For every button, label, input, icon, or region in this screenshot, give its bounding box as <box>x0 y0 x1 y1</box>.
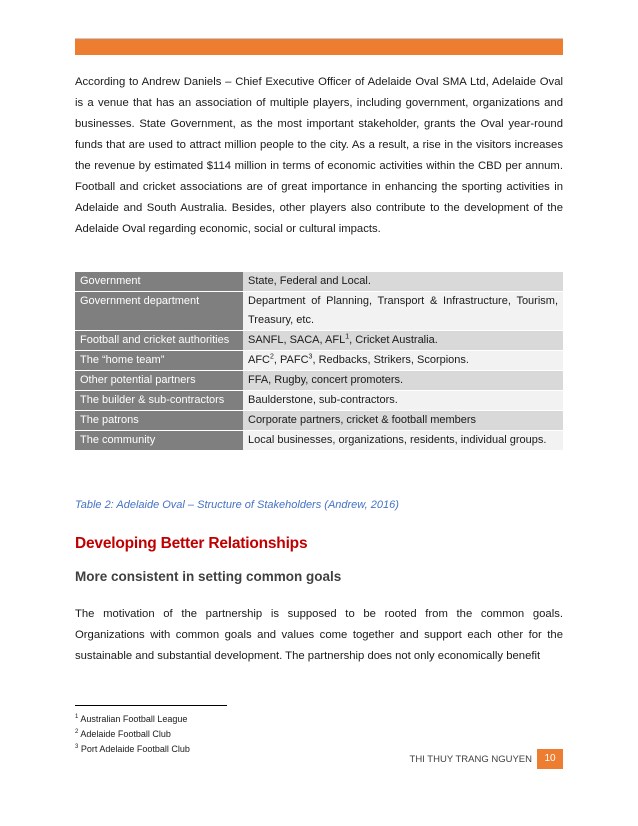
stakeholder-table <box>75 272 563 451</box>
table-row <box>75 391 563 411</box>
value-text: SANFL, SACA, AFL <box>248 334 346 346</box>
footnote-text: Australian Football League <box>80 714 188 724</box>
value-text: , Cricket Australia. <box>349 334 438 346</box>
footnote-ref: 1 <box>345 333 350 341</box>
table-row <box>75 411 563 431</box>
footnote-divider <box>75 705 227 706</box>
table-key-cell: Government <box>75 272 243 292</box>
footnote-number: 1 <box>75 714 79 720</box>
table-value-cell: Corporate partners, cricket & football members <box>243 411 563 431</box>
table-value-cell <box>243 331 563 351</box>
table-value-cell <box>243 351 563 371</box>
header-accent-bar <box>75 38 563 55</box>
footnote <box>75 726 190 741</box>
footnote-ref: 2 <box>270 353 274 361</box>
table-row <box>75 351 563 371</box>
table-value-cell: Department of Planning, Transport & Infrastructure, Tourism, Treasury, etc. <box>243 292 563 331</box>
footer-author: THI THUY TRANG NGUYEN <box>409 754 532 765</box>
table-key-cell: The builder & sub-contractors <box>75 391 243 411</box>
footnotes <box>75 711 190 756</box>
table-key-cell: Other potential partners <box>75 371 243 391</box>
value-text: AFC <box>248 354 270 366</box>
table-value-cell: FFA, Rugby, concert promoters. <box>243 371 563 391</box>
table-key-cell: The “home team” <box>75 351 243 371</box>
subsection-heading: More consistent in setting common goals <box>75 569 342 584</box>
table-key-cell: The community <box>75 431 243 451</box>
table-key-cell: Football and cricket authorities <box>75 331 243 351</box>
table-row <box>75 292 563 331</box>
value-text: , PAFC <box>273 354 309 366</box>
table-row <box>75 272 563 292</box>
body-paragraph: The motivation of the partnership is supposed to be rooted from the common goals. Organizations with common goals and values come together and support each other for the sustainable and substantial development. The partnership does not only economically benefit <box>75 608 563 662</box>
footnote-text: Port Adelaide Football Club <box>80 744 190 754</box>
footnote-ref: 3 <box>308 353 313 361</box>
footnote-number: 2 <box>75 729 79 735</box>
table-key-cell: The patrons <box>75 411 243 431</box>
section-heading: Developing Better Relationships <box>75 535 308 552</box>
footnote <box>75 711 190 726</box>
table-value-cell: Baulderstone, sub-contractors. <box>243 391 563 411</box>
footnote <box>75 741 190 756</box>
table-caption: Table 2: Adelaide Oval – Structure of Stakeholders (Andrew, 2016) <box>75 499 399 511</box>
footnote-number: 3 <box>75 744 79 750</box>
table-row <box>75 371 563 391</box>
intro-paragraph: According to Andrew Daniels – Chief Executive Officer of Adelaide Oval SMA Ltd, Adelaide Oval is a venue that has an association of multiple players, including government, organizations and businesses. State Government, as the most important stakeholder, grants the Oval year-round funds that are used to attract million people to the city. As a result, a rise in the visitors increases the revenue by estimated $114 million in terms of economic activities within the CBD per annum. Football and cricket associations are of great importance in enhancing the sporting activities in Adelaide and South Australia. Besides, other players also contribute to the development of the Adelaide Oval regarding economic, social or cultural impacts. <box>75 76 563 235</box>
footnote-text: Adelaide Football Club <box>80 729 171 739</box>
table-value-cell: Local businesses, organizations, residents, individual groups. <box>243 431 563 451</box>
page-number: 10 <box>537 749 563 769</box>
value-text: , Redbacks, Strikers, Scorpions. <box>312 354 469 366</box>
table-row <box>75 431 563 451</box>
table-key-cell: Government department <box>75 292 243 331</box>
table-row <box>75 331 563 351</box>
table-value-cell: State, Federal and Local. <box>243 272 563 292</box>
